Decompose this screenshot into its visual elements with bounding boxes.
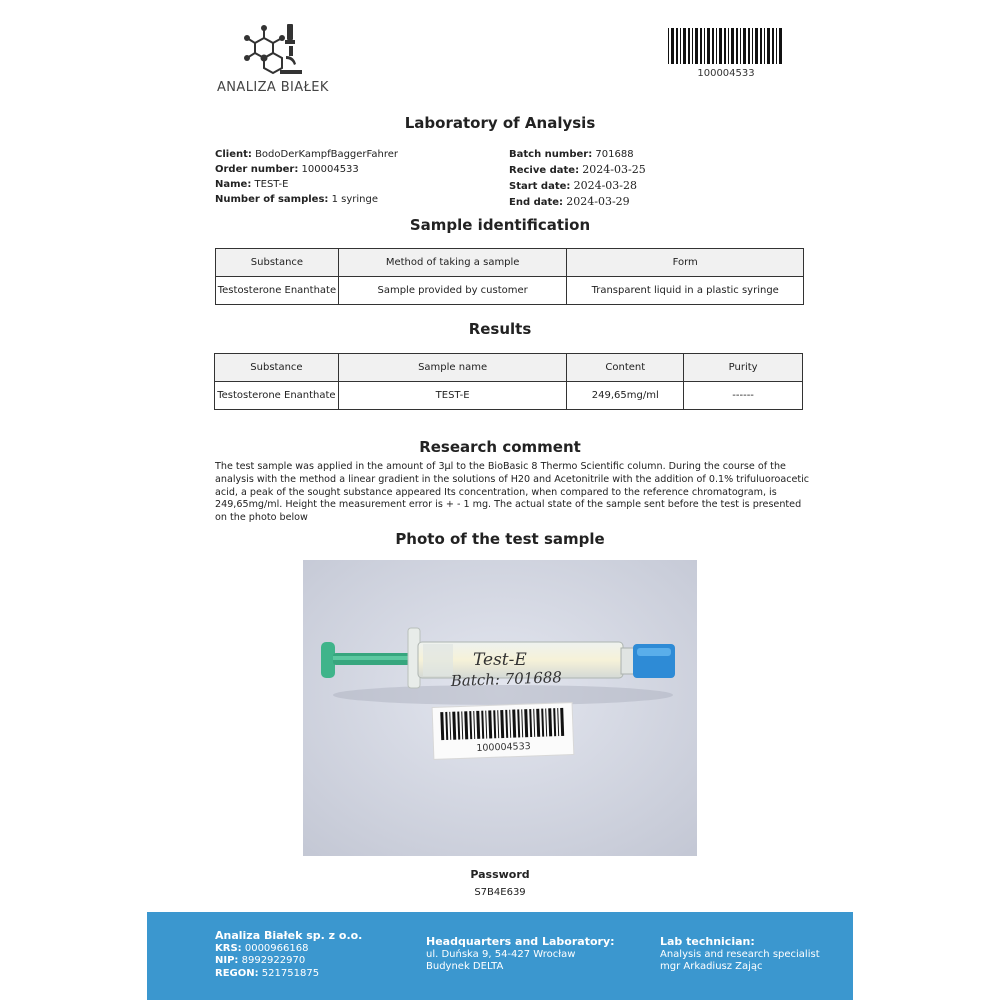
footer-technician — [660, 936, 820, 974]
table-header-row — [215, 354, 803, 382]
barcode-bar — [712, 28, 714, 64]
client-label: Client: — [215, 149, 252, 160]
table-cell: Testosterone Enanthate — [215, 382, 339, 410]
regon-value: 521751875 — [261, 967, 320, 979]
company-name: Analiza Białek sp. z o.o. — [215, 929, 363, 942]
client-row — [215, 147, 495, 162]
krs-label: KRS: — [215, 942, 242, 954]
barcode-bar — [772, 28, 774, 64]
logo-text: ANALIZA BIAŁEK — [217, 80, 329, 95]
barcode-bar — [683, 28, 686, 64]
barcode-bar — [695, 28, 698, 64]
end-row — [509, 194, 789, 210]
barcode-bar — [731, 28, 734, 64]
password-value: S7B4E639 — [474, 887, 526, 898]
batch-label: Batch number: — [509, 149, 593, 160]
samples-label: Number of samples: — [215, 194, 329, 205]
barcode-bar — [700, 28, 702, 64]
name-value: TEST-E — [254, 179, 289, 190]
end-value: 2024-03-29 — [566, 195, 630, 208]
barcode-bar — [752, 28, 753, 64]
client-info — [215, 147, 495, 207]
barcode-bar — [676, 28, 678, 64]
receive-row — [509, 162, 789, 178]
sample-identification-table — [215, 248, 804, 305]
table-cell: Transparent liquid in a plastic syringe — [567, 277, 804, 305]
barcode-bar — [779, 28, 782, 64]
section-heading-results: Results — [468, 320, 532, 338]
table-cell: 249,65mg/ml — [567, 382, 684, 410]
barcode-bar — [760, 28, 762, 64]
table-header-cell: Sample name — [338, 354, 567, 382]
barcode-bar — [668, 28, 669, 64]
table-cell: Testosterone Enanthate — [216, 277, 339, 305]
table-header-cell: Method of taking a sample — [338, 249, 567, 277]
sample-photo — [303, 560, 697, 856]
syringe-handwriting-2: Batch: 701688 — [450, 668, 563, 690]
table-cell: Sample provided by customer — [338, 277, 567, 305]
name-row — [215, 177, 495, 192]
order-row — [215, 162, 495, 177]
tech-name: mgr Arkadiusz Zając — [660, 961, 763, 972]
receive-value: 2024-03-25 — [582, 163, 646, 176]
table-header-cell: Form — [567, 249, 804, 277]
barcode-bar — [716, 28, 717, 64]
table-header-cell: Content — [567, 354, 684, 382]
barcode-sticker — [432, 703, 574, 760]
krs-row — [215, 943, 362, 956]
start-row — [509, 178, 789, 194]
barcode-bar — [740, 28, 741, 64]
krs-value: 0000966168 — [244, 942, 309, 954]
order-value: 100004533 — [301, 164, 359, 175]
table-row — [216, 277, 804, 305]
password-label: Password — [470, 868, 530, 881]
barcode-bar — [728, 28, 729, 64]
table-header-cell: Substance — [216, 249, 339, 277]
nip-label: NIP: — [215, 955, 239, 966]
barcode-bar — [743, 28, 746, 64]
samples-row — [215, 192, 495, 207]
barcode-number: 100004533 — [697, 68, 755, 79]
tech-heading: Lab technician: — [660, 935, 755, 948]
barcode-bar — [776, 28, 777, 64]
table-cell: TEST-E — [338, 382, 567, 410]
barcode-bar — [767, 28, 770, 64]
barcode-bar — [755, 28, 758, 64]
table-header-row — [216, 249, 804, 277]
samples-value: 1 syringe — [331, 194, 378, 205]
section-heading-identification: Sample identification — [409, 216, 591, 234]
start-label: Start date: — [509, 181, 571, 192]
client-value: BodoDerKampfBaggerFahrer — [255, 149, 398, 160]
hq-address: ul. Duńska 9, 54-427 Wrocław — [426, 948, 576, 960]
end-label: End date: — [509, 197, 564, 208]
barcode-bar — [719, 28, 722, 64]
barcode-bar — [680, 28, 681, 64]
section-heading-photo: Photo of the test sample — [395, 530, 605, 548]
batch-row — [509, 147, 789, 162]
regon-label: REGON: — [215, 967, 259, 979]
batch-value: 701688 — [595, 149, 634, 160]
receive-label: Recive date: — [509, 165, 580, 176]
barcode-bar — [688, 28, 690, 64]
syringe-cap — [621, 644, 675, 678]
barcode-image — [668, 28, 784, 64]
table-header-cell: Purity — [684, 354, 803, 382]
barcode-bar — [736, 28, 738, 64]
section-heading-comment: Research comment — [419, 438, 581, 456]
batch-info — [509, 147, 789, 210]
sticker-barcode-number: 100004533 — [476, 741, 531, 754]
regon-row — [215, 968, 362, 981]
nip-value: 8992922970 — [241, 955, 306, 966]
name-label: Name: — [215, 179, 252, 190]
table-header-cell: Substance — [215, 354, 339, 382]
footer — [147, 912, 853, 1000]
page-title: Laboratory of Analysis — [404, 114, 596, 132]
table-cell: ------ — [684, 382, 803, 410]
research-comment-text: The test sample was applied in the amount of 3µl to the BioBasic 8 Thermo Scientific column. During the course of the analysis with the method a linear gradient in the solutions of H20 and Acetonitrile with the addition of 0.1% trifuluoroacetic acid, a peak of the sought substance appeared Its concentration, when compared to the reference chromatogram, is 249,65mg/ml. Height the measurement error is + - 1 mg. The actual state of the sample sent before the test is presented on the photo below — [215, 461, 810, 524]
table-row — [215, 382, 803, 410]
order-label: Order number: — [215, 164, 299, 175]
results-table — [214, 353, 803, 410]
nip-row — [215, 955, 362, 968]
barcode-bar — [704, 28, 705, 64]
syringe-handwriting-1: Test-E — [473, 650, 527, 670]
start-value: 2024-03-28 — [573, 179, 638, 192]
barcode-bar — [724, 28, 726, 64]
barcode-bar — [764, 28, 765, 64]
tech-role: Analysis and research specialist — [660, 948, 820, 960]
footer-headquarters — [426, 936, 615, 974]
barcode-bar — [671, 28, 674, 64]
company-logo — [212, 20, 342, 98]
hq-building: Budynek DELTA — [426, 961, 504, 972]
molecule-microscope-icon — [242, 20, 306, 78]
hq-heading: Headquarters and Laboratory: — [426, 935, 615, 948]
barcode-bar — [707, 28, 710, 64]
barcode-bar — [692, 28, 693, 64]
barcode-bar — [748, 28, 750, 64]
footer-company — [215, 930, 362, 980]
